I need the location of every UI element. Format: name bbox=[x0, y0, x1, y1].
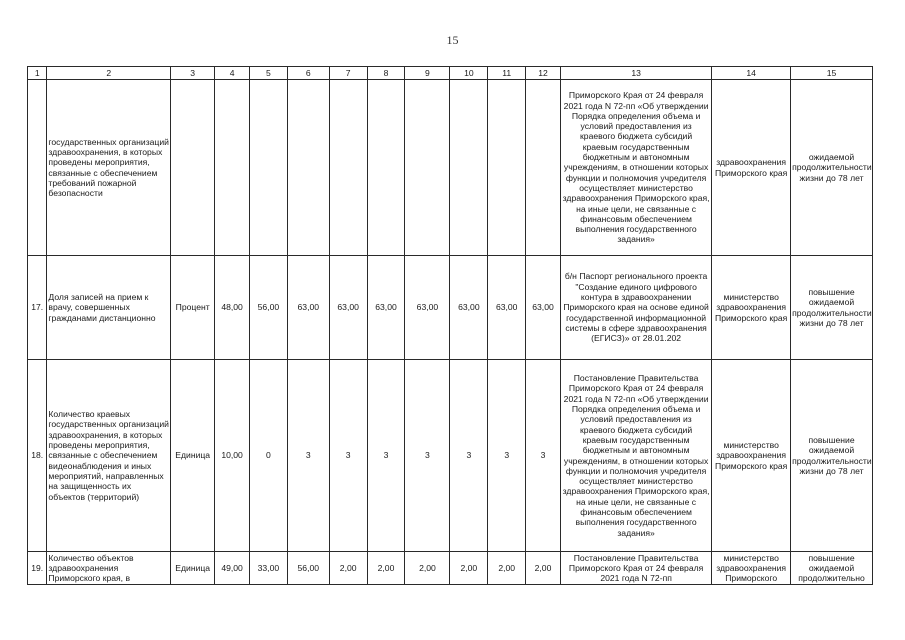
table-row bbox=[28, 360, 873, 552]
indicator-name: Количество краевых государственных организаций здравоохранения, в которых проведены мероприятия, связанные с обеспечением видеонаблюдения и иных мероприятий, направленных на защищенность их объектов (территорий) bbox=[47, 360, 171, 552]
value-cell: 63,00 bbox=[450, 256, 488, 360]
row-number bbox=[28, 80, 47, 256]
legal-document: Постановление Правительства Приморского Края от 24 февраля 2021 года N 72-пп bbox=[560, 552, 711, 585]
value-cell: 2,00 bbox=[405, 552, 450, 585]
indicator-name: Доля записей на прием к врачу, совершенных гражданами дистанционно bbox=[47, 256, 171, 360]
responsible-body: здравоохранения Приморского края bbox=[712, 80, 791, 256]
responsible-body: министерство здравоохранения Приморского bbox=[712, 552, 791, 585]
table-row bbox=[28, 552, 873, 585]
value-cell: 63,00 bbox=[488, 256, 526, 360]
value-cell bbox=[450, 80, 488, 256]
expected-result: повышение ожидаемой продолжительно bbox=[791, 552, 873, 585]
indicator-name: Количество объектов здравоохранения Приморского края, в bbox=[47, 552, 171, 585]
value-cell: 3 bbox=[526, 360, 561, 552]
value-cell: 63,00 bbox=[329, 256, 367, 360]
value-cell: 3 bbox=[405, 360, 450, 552]
legal-document: Приморского Края от 24 февраля 2021 года N 72-пп «Об утверждении Порядка определения объема и условий предоставления из краевого бюджета субсидий краевым государственным бюджетным и автономным учреждениям, в отношении которых функции и полномочия учредителя осуществляет министерство здравоохранения Приморского края, на иные цели, не связанные с финансовым обеспечением выполнения государственного задания» bbox=[560, 80, 711, 256]
header-cell: 15 bbox=[791, 67, 873, 80]
row-number: 19. bbox=[28, 552, 47, 585]
value-cell: 48,00 bbox=[215, 256, 250, 360]
header-cell: 13 bbox=[560, 67, 711, 80]
value-cell: 2,00 bbox=[488, 552, 526, 585]
table-row bbox=[28, 80, 873, 256]
page-number: 15 bbox=[446, 33, 459, 47]
value-cell: 2,00 bbox=[450, 552, 488, 585]
header-row bbox=[28, 67, 873, 80]
header-cell: 6 bbox=[287, 67, 329, 80]
value-cell bbox=[215, 80, 250, 256]
value-cell: 2,00 bbox=[367, 552, 405, 585]
header-cell: 4 bbox=[215, 67, 250, 80]
value-cell: 3 bbox=[367, 360, 405, 552]
unit: Единица bbox=[171, 552, 215, 585]
value-cell bbox=[287, 80, 329, 256]
header-cell: 10 bbox=[450, 67, 488, 80]
value-cell: 63,00 bbox=[287, 256, 329, 360]
value-cell bbox=[526, 80, 561, 256]
value-cell: 3 bbox=[329, 360, 367, 552]
value-cell bbox=[488, 80, 526, 256]
header-cell: 12 bbox=[526, 67, 561, 80]
value-cell bbox=[367, 80, 405, 256]
value-cell: 3 bbox=[287, 360, 329, 552]
unit: Единица bbox=[171, 360, 215, 552]
legal-document: б/н Паспорт регионального проекта "Создание единого цифрового контура в здравоохранении Приморского края на основе единой государственной информационной системы в сфере здравоохранения (ЕГИСЗ)» от 28.01.202 bbox=[560, 256, 711, 360]
value-cell: 10,00 bbox=[215, 360, 250, 552]
header-cell: 9 bbox=[405, 67, 450, 80]
value-cell: 63,00 bbox=[405, 256, 450, 360]
unit bbox=[171, 80, 215, 256]
header-cell: 2 bbox=[47, 67, 171, 80]
value-cell: 0 bbox=[249, 360, 287, 552]
value-cell: 2,00 bbox=[329, 552, 367, 585]
value-cell bbox=[405, 80, 450, 256]
header-cell: 5 bbox=[249, 67, 287, 80]
value-cell bbox=[329, 80, 367, 256]
indicator-name: государственных организаций здравоохранения, в которых проведены мероприятия, связанные с обеспечением требований пожарной безопасности bbox=[47, 80, 171, 256]
header-cell: 7 bbox=[329, 67, 367, 80]
legal-document: Постановление Правительства Приморского Края от 24 февраля 2021 года N 72-пп «Об утверждении Порядка определения объема и условий предоставления из краевого бюджета субсидий краевым государственным бюджетным и автономным учреждениям, в отношении которых функции и полномочия учредителя осуществляет министерство здравоохранения Приморского края, на иные цели, не связанные с финансовым обеспечением выполнения государственного задания» bbox=[560, 360, 711, 552]
value-cell bbox=[249, 80, 287, 256]
header-cell: 11 bbox=[488, 67, 526, 80]
unit: Процент bbox=[171, 256, 215, 360]
indicators-table bbox=[27, 66, 873, 585]
row-number: 17. bbox=[28, 256, 47, 360]
header-cell: 1 bbox=[28, 67, 47, 80]
value-cell: 63,00 bbox=[367, 256, 405, 360]
value-cell: 63,00 bbox=[526, 256, 561, 360]
responsible-body: министерство здравоохранения Приморского края bbox=[712, 360, 791, 552]
value-cell: 3 bbox=[450, 360, 488, 552]
expected-result: ожидаемой продолжительности жизни до 78 лет bbox=[791, 80, 873, 256]
value-cell: 2,00 bbox=[526, 552, 561, 585]
expected-result: повышение ожидаемой продолжительности жизни до 78 лет bbox=[791, 360, 873, 552]
table-row bbox=[28, 256, 873, 360]
row-number: 18. bbox=[28, 360, 47, 552]
value-cell: 49,00 bbox=[215, 552, 250, 585]
value-cell: 33,00 bbox=[249, 552, 287, 585]
value-cell: 56,00 bbox=[287, 552, 329, 585]
expected-result: повышение ожидаемой продолжительности жизни до 78 лет bbox=[791, 256, 873, 360]
value-cell: 3 bbox=[488, 360, 526, 552]
header-cell: 14 bbox=[712, 67, 791, 80]
header-cell: 3 bbox=[171, 67, 215, 80]
value-cell: 56,00 bbox=[249, 256, 287, 360]
header-cell: 8 bbox=[367, 67, 405, 80]
responsible-body: министерство здравоохранения Приморского края bbox=[712, 256, 791, 360]
